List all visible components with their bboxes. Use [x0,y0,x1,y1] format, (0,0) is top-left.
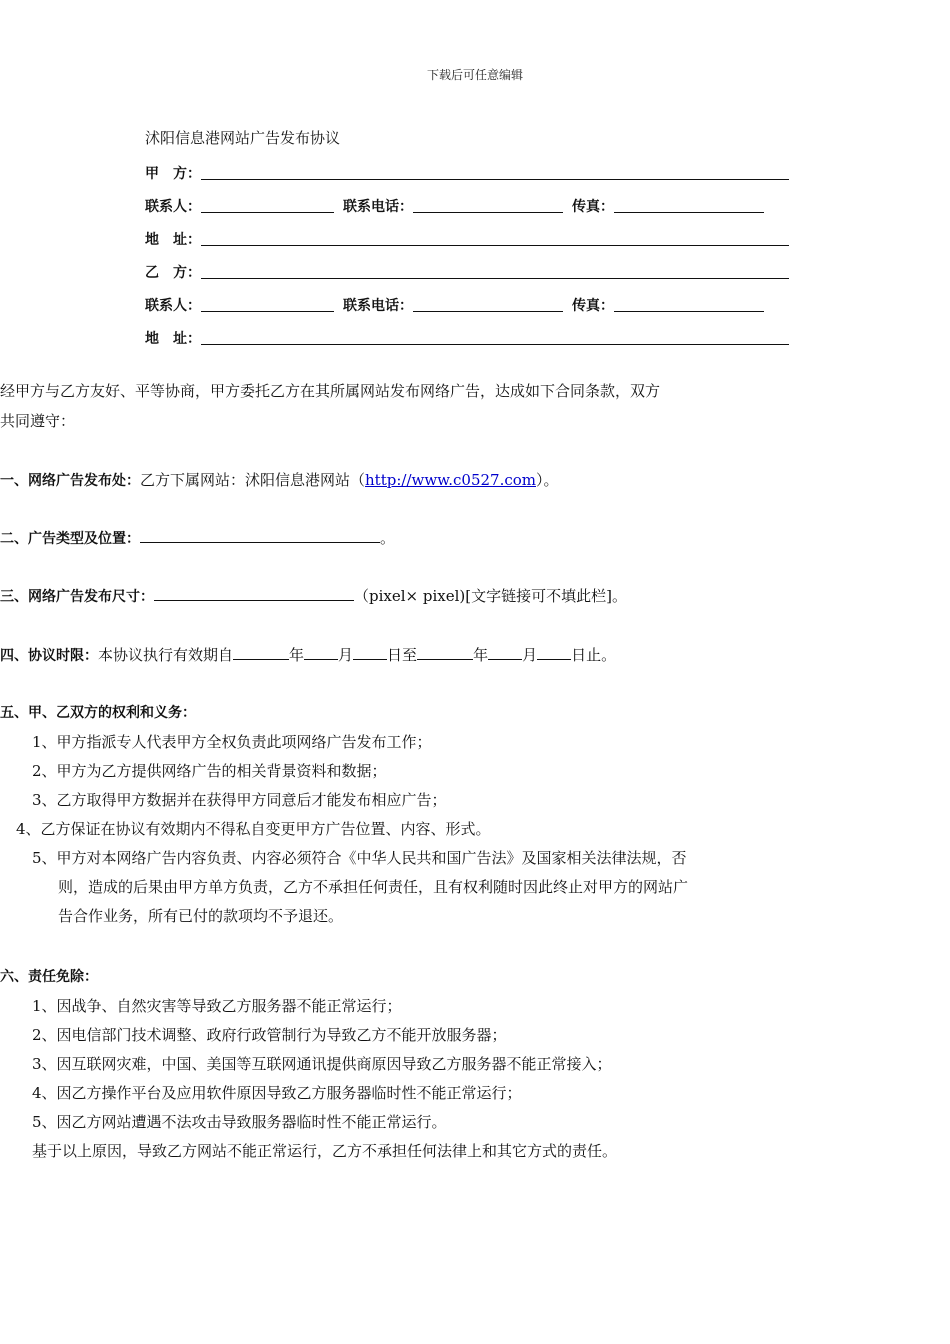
section-4-text: 本协议执行有效期自 [98,646,234,664]
page-header-note: 下载后可任意编辑 [426,68,523,82]
contact-label: 联系人： [145,298,201,314]
phone-label: 联系电话： [343,298,413,314]
year-unit: 年 [473,646,489,664]
start-year-blank[interactable] [233,645,289,660]
phone-blank[interactable] [413,310,563,312]
party-b-label: 乙 方： [145,265,201,281]
section-1 [0,465,680,496]
list-item: 2、因电信部门技术调整、政府行政管制行为导致乙方不能开放服务器； [32,1026,507,1044]
party-a-row [145,151,810,184]
conclusion-paragraph: 基于以上原因，导致乙方网站不能正常运行，乙方不承担任何法律上和其它方式的责任。 [32,1142,618,1160]
party-a-blank[interactable] [201,178,789,180]
address-blank[interactable] [201,343,789,345]
section-1-label: 一、网络广告发布处： [0,473,140,489]
section-6 [0,962,680,1166]
list-item: 1、因战争、自然灾害等导致乙方服务器不能正常运行； [32,997,402,1015]
section-1-text: 乙方下属网站：沭阳信息港网站（ [140,471,366,489]
contact-label: 联系人： [145,199,201,215]
website-link[interactable]: http://www.c0527.com [365,471,536,489]
end-day-blank[interactable] [537,645,571,660]
section-3-end: （pixel× pixel)[文字链接可不填此栏]。 [354,587,627,605]
party-b-row [145,250,810,283]
section-5 [0,698,689,931]
party-b-address-row [145,316,810,349]
month-unit: 月 [522,646,538,664]
section-4 [0,640,680,671]
year-unit: 年 [289,646,305,664]
party-b-contact-row [145,283,810,316]
list-item: 4、乙方保证在协议有效期内不得私自变更甲方广告位置、内容、形式。 [16,820,491,838]
day-end-unit: 日止。 [571,646,617,664]
intro-paragraph: 经甲方与乙方友好、平等协商，甲方委托乙方在其所属网站发布网络广告，达成如下合同条款，双方共同遵守： [0,382,661,430]
section-3-label: 三、网络广告发布尺寸： [0,589,154,605]
list-item: 3、因互联网灾难，中国、美国等互联网通讯提供商原因导致乙方服务器不能正常接入； [32,1055,612,1073]
party-a-label: 甲 方： [145,166,201,182]
contact-blank[interactable] [201,310,334,312]
start-day-blank[interactable] [353,645,387,660]
party-b-blank[interactable] [201,277,789,279]
end-month-blank[interactable] [488,645,522,660]
ad-type-blank[interactable] [140,528,380,543]
section-6-label: 六、责任免除： [0,969,98,985]
party-a-contact-row [145,184,810,217]
document-title: 沭阳信息港网站广告发布协议 [145,129,341,147]
section-3 [0,581,680,612]
fax-blank[interactable] [614,211,764,213]
party-a-address-row [145,217,810,250]
contact-blank[interactable] [201,211,334,213]
list-item: 5、因乙方网站遭遇不法攻击导致服务器临时性不能正常运行。 [32,1113,447,1131]
section-4-label: 四、协议时限： [0,648,98,664]
fax-blank[interactable] [614,310,764,312]
contract-document [145,125,810,349]
end-year-blank[interactable] [417,645,473,660]
fax-label: 传真： [572,199,614,215]
ad-size-blank[interactable] [154,586,354,601]
list-item: 2、甲方为乙方提供网络广告的相关背景资料和数据； [32,762,387,780]
month-unit: 月 [338,646,354,664]
phone-blank[interactable] [413,211,563,213]
section-5-label: 五、甲、乙双方的权利和义务： [0,705,196,721]
section-1-end: ）。 [536,471,559,489]
phone-label: 联系电话： [343,199,413,215]
list-item: 4、因乙方操作平台及应用软件原因导致乙方服务器临时性不能正常运行； [32,1084,522,1102]
list-item: 3、乙方取得甲方数据并在获得甲方同意后才能发布相应广告； [32,791,447,809]
start-month-blank[interactable] [304,645,338,660]
address-label: 地 址： [145,331,201,347]
address-blank[interactable] [201,244,789,246]
list-item: 1、甲方指派专人代表甲方全权负责此项网络广告发布工作； [32,733,432,751]
section-2-label: 二、广告类型及位置： [0,531,140,547]
section-2-end: 。 [380,529,396,547]
list-item: 5、甲方对本网络广告内容负责、内容必须符合《中华人民共和国广告法》及国家相关法律法规，否则，造成的后果由甲方单方负责，乙方不承担任何责任，且有权利随时因此终止对甲方的网站广告合作业务，所有已付的款项均不予退还。 [32,849,689,925]
section-2 [0,523,680,554]
day-to-unit: 日至 [387,646,418,664]
address-label: 地 址： [145,232,201,248]
fax-label: 传真： [572,298,614,314]
